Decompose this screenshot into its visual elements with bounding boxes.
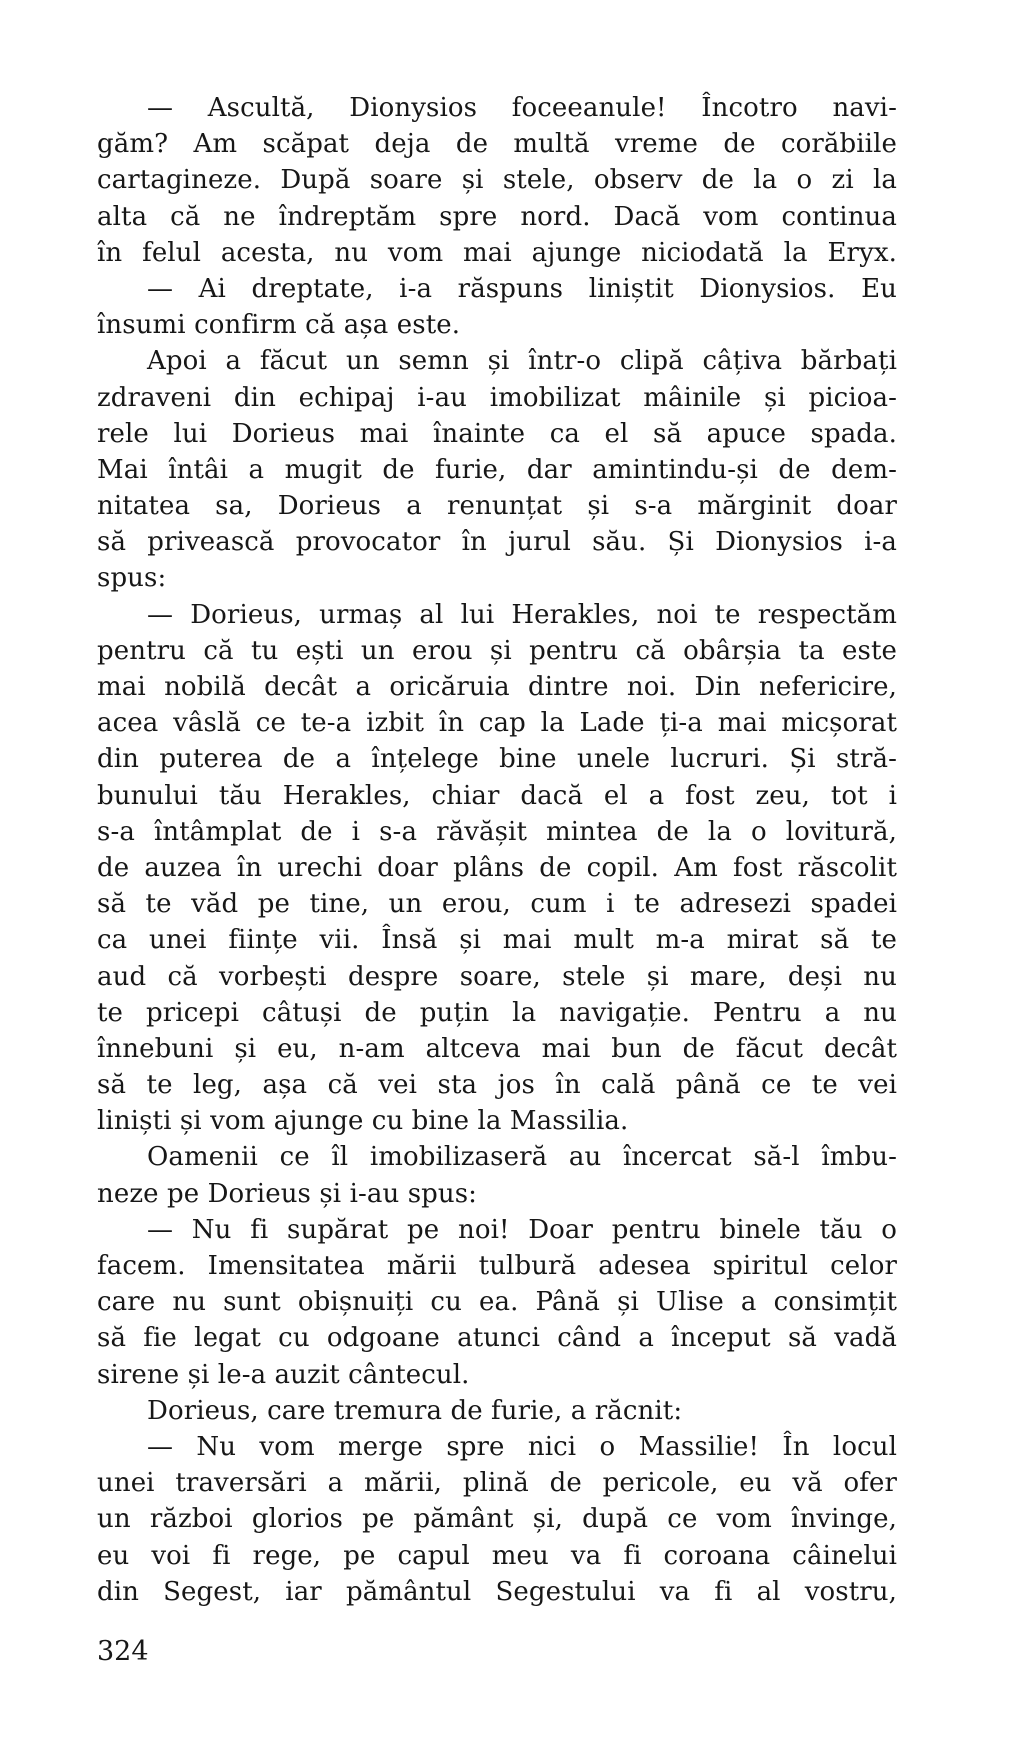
text-line: mai nobilă decât a oricăruia dintre noi. Din nefericire, bbox=[97, 672, 897, 702]
text-line: sirene și le-a auzit cântecul. bbox=[97, 1359, 470, 1390]
text-line: te pricepi câtuși de puțin la navigație. Pentru a nu bbox=[97, 997, 897, 1028]
text-line: un război glorios pe pământ și, după ce vom învinge, bbox=[97, 1504, 897, 1535]
text-line: — Ai dreptate, i-a răspuns liniștit Dionysios. Eu bbox=[147, 273, 897, 304]
text-line: aud că vorbești despre soare, stele și mare, deși nu bbox=[97, 961, 897, 992]
text-line: — Nu fi supărat pe noi! Doar pentru binele tău o bbox=[147, 1214, 897, 1245]
text-line: să te leg, așa că vei sta jos în cală până ce te vei bbox=[97, 1070, 897, 1101]
text-line: de auzea în urechi doar plâns de copil. Am fost răscolit bbox=[97, 852, 897, 883]
text-line: din puterea de a înțelege bine unele lucruri. Și stră- bbox=[97, 744, 897, 775]
text-line: s-a întâmplat de i s-a răvășit mintea de la o lovitură, bbox=[97, 816, 897, 847]
text-line: care nu sunt obișnuiți cu ea. Până și Ulise a consimțit bbox=[97, 1287, 897, 1318]
text-line: nitatea sa, Dorieus a renunțat și s-a mărginit doar bbox=[97, 491, 897, 522]
text-line: Oamenii ce îl imobilizaseră au încercat să-l îmbu- bbox=[147, 1142, 897, 1173]
text-line: acea vâslă ce te-a izbit în cap la Lade ți-a mai micșorat bbox=[97, 708, 897, 739]
page-number: 324 bbox=[97, 1636, 149, 1667]
text-line: rele lui Dorieus mai înainte ca el să apuce spada. bbox=[97, 418, 897, 449]
text-line: unei traversări a mării, plină de pericole, eu vă ofer bbox=[97, 1468, 897, 1499]
text-line: din Segest, iar pământul Segestului va fi al vostru, bbox=[97, 1576, 897, 1607]
text-line: Mai întâi a mugit de furie, dar amintindu-și de dem- bbox=[97, 454, 897, 485]
text-line: să te văd pe tine, un erou, cum i te adresezi spadei bbox=[97, 889, 897, 920]
text-line: zdraveni din echipaj i-au imobilizat mâinile și picioa- bbox=[97, 382, 897, 413]
text-line: să fie legat cu odgoane atunci când a început să vadă bbox=[97, 1323, 897, 1354]
text-line: găm? Am scăpat deja de multă vreme de corăbiile bbox=[97, 129, 897, 160]
text-line: eu voi fi rege, pe capul meu va fi coroana câinelui bbox=[97, 1540, 897, 1571]
text-line: Apoi a făcut un semn și într-o clipă câțiva bărbați bbox=[147, 346, 897, 377]
text-line: să privească provocator în jurul său. Și Dionysios i-a bbox=[97, 527, 897, 558]
text-line: neze pe Dorieus și i-au spus: bbox=[97, 1178, 478, 1209]
text-line: ca unei ființe vii. Însă și mai mult m-a mirat să te bbox=[97, 925, 897, 956]
text-line: înnebuni și eu, n-am altceva mai bun de făcut decât bbox=[97, 1033, 897, 1064]
text-block bbox=[97, 90, 897, 1610]
text-line: în felul acesta, nu vom mai ajunge niciodată la Eryx. bbox=[97, 237, 897, 268]
text-line: — Ascultă, Dionysios foceeanule! Încotro navi- bbox=[147, 93, 897, 123]
text-line: liniști și vom ajunge cu bine la Massilia. bbox=[97, 1106, 629, 1137]
text-line: facem. Imensitatea mării tulbură adesea spiritul celor bbox=[97, 1251, 897, 1281]
text-line: cartagineze. După soare și stele, observ de la o zi la bbox=[97, 165, 897, 196]
text-line: alta că ne îndreptăm spre nord. Dacă vom continua bbox=[97, 201, 897, 232]
text-line: pentru că tu ești un erou și pentru că obârșia ta este bbox=[97, 635, 897, 666]
text-line: însumi confirm că așa este. bbox=[97, 310, 461, 341]
text-line: Dorieus, care tremura de furie, a răcnit: bbox=[147, 1395, 683, 1426]
text-line: spus: bbox=[97, 563, 167, 594]
text-line: — Dorieus, urmaș al lui Herakles, noi te respectăm bbox=[147, 599, 897, 630]
text-line: bunului tău Herakles, chiar dacă el a fost zeu, tot i bbox=[97, 780, 897, 811]
text-line: — Nu vom merge spre nici o Massilie! În locul bbox=[147, 1431, 897, 1462]
